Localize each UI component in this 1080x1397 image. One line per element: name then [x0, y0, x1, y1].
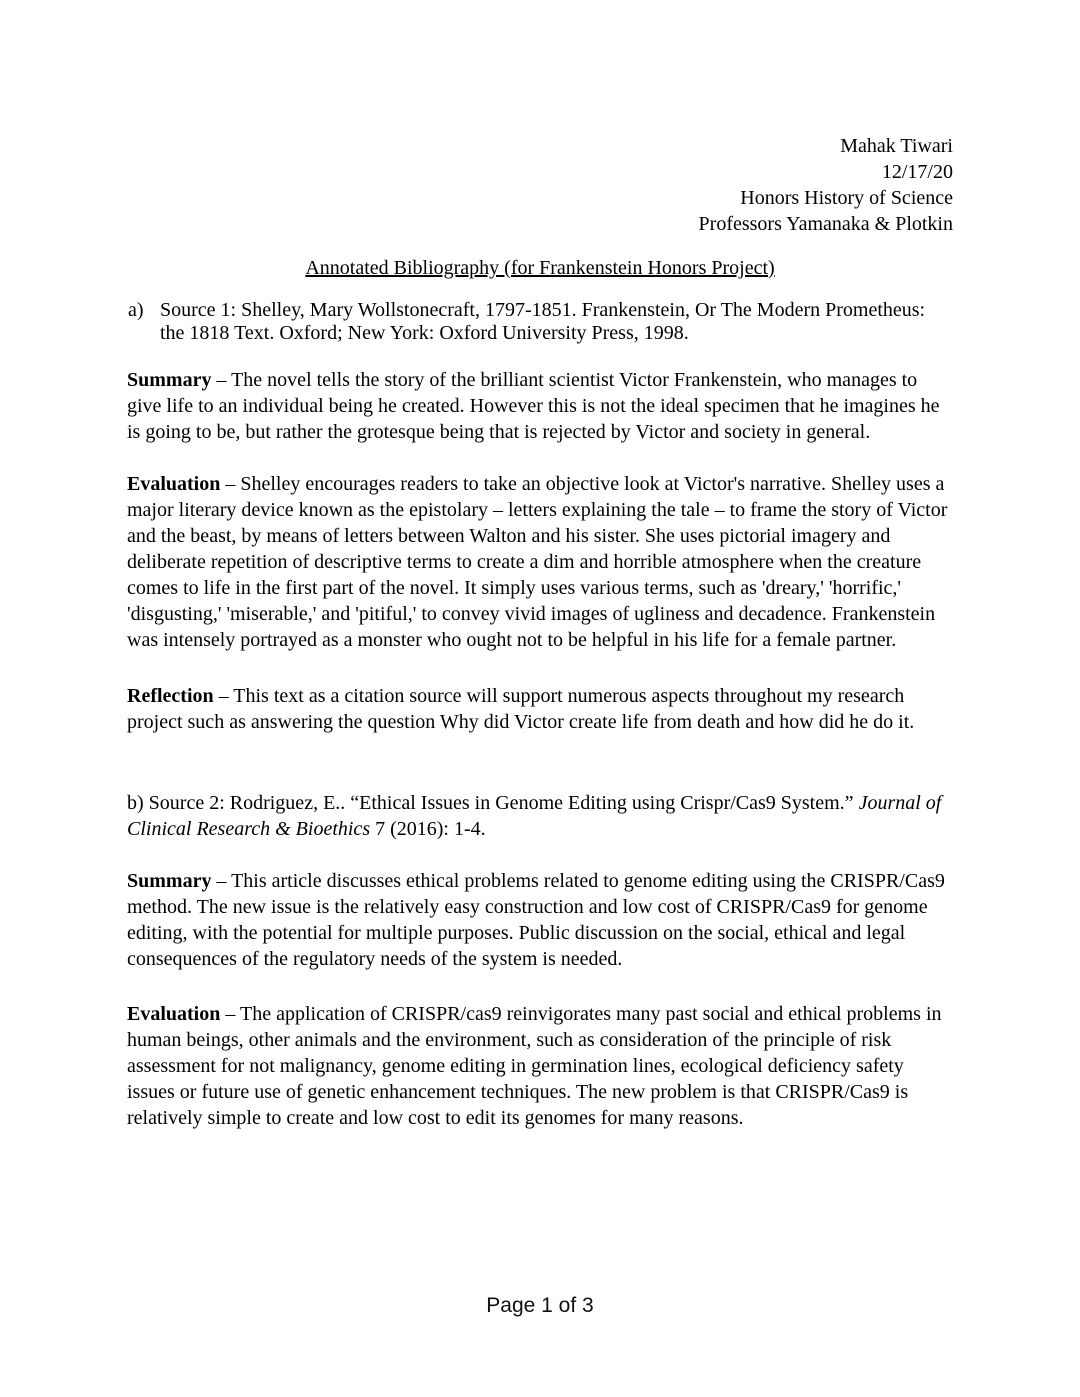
- evaluation-2-label: Evaluation: [127, 1003, 221, 1025]
- summary-2-text: – This article discusses ethical problems related to genome editing using the CRISPR/Cas9 method. The new issue is the relatively easy construction and low cost of CRISPR/Cas9 for genome editing, with the potential for multiple purposes. Public discussion on the social, ethical and legal consequences of the regulatory needs of the system is needed.: [127, 870, 945, 970]
- summary-1-paragraph: [127, 367, 953, 445]
- evaluation-2-paragraph: [127, 1001, 953, 1131]
- evaluation-1-paragraph: [127, 471, 953, 653]
- source-1-citation-text: Source 1: Shelley, Mary Wollstonecraft, 1797-1851. Frankenstein, Or The Modern Prometheus: the 1818 Text. Oxford; New York: Oxford University Press, 1998.: [160, 299, 926, 344]
- document-header: [127, 133, 953, 237]
- source-2-citation: [127, 790, 953, 842]
- source-1-citation: [127, 299, 953, 345]
- document-title-text: Annotated Bibliography (for Frankenstein Honors Project): [305, 257, 775, 279]
- author-name: Mahak Tiwari: [840, 135, 953, 157]
- source-2-citation-suffix: 7 (2016): 1-4.: [370, 818, 486, 840]
- source-2-journal-title: Journal of Clinical Research & Bioethics: [127, 792, 942, 840]
- page-number-footer: Page 1 of 3: [486, 1294, 594, 1317]
- source-1-list-marker: a): [128, 299, 144, 321]
- summary-2-paragraph: [127, 868, 953, 972]
- summary-2-label: Summary: [127, 870, 212, 892]
- reflection-1-text: – This text as a citation source will support numerous aspects throughout my research project such as answering the question Why did Victor create life from death and how did he do it.: [127, 685, 915, 733]
- evaluation-1-label: Evaluation: [127, 473, 221, 495]
- reflection-1-paragraph: [127, 683, 953, 735]
- professors-line: Professors Yamanaka & Plotkin: [698, 213, 953, 235]
- document-title: [127, 255, 953, 281]
- evaluation-2-text: – The application of CRISPR/cas9 reinvigorates many past social and ethical problems in human beings, other animals and the environment, such as consideration of the principle of risk assessment for not malignancy, genome editing in germination lines, ecological deficiency safety issues or future use of genetic enhancement techniques. The new problem is that CRISPR/Cas9 is relatively simple to create and low cost to edit its genomes for many reasons.: [127, 1003, 942, 1129]
- summary-1-label: Summary: [127, 369, 212, 391]
- reflection-1-label: Reflection: [127, 685, 214, 707]
- summary-1-text: – The novel tells the story of the brilliant scientist Victor Frankenstein, who manages to give life to an individual being he created. However this is not the ideal specimen that he imagines he is going to be, but rather the grotesque being that is rejected by Victor and society in general.: [127, 369, 940, 443]
- evaluation-1-text: – Shelley encourages readers to take an objective look at Victor's narrative. Shelley uses a major literary device known as the epistolary – letters explaining the tale – to frame the story of Victor and the beast, by means of letters between Walton and his sister. She uses pictorial imagery and deliberate repetition of descriptive terms to create a dim and horrible atmosphere when the creature comes to life in the first part of the novel. It simply uses various terms, such as 'dreary,' 'horrific,' 'disgusting,' 'miserable,' and 'pitiful,' to convey vivid images of ugliness and decadence. Frankenstein was intensely portrayed as a monster who ought not to be helpful in his life for a female partner.: [127, 473, 948, 651]
- source-2-citation-text: b) Source 2: Rodriguez, E.. “Ethical Issues in Genome Editing using Crispr/Cas9 System.”: [127, 792, 859, 814]
- course-name: Honors History of Science: [740, 187, 953, 209]
- date: 12/17/20: [881, 161, 953, 183]
